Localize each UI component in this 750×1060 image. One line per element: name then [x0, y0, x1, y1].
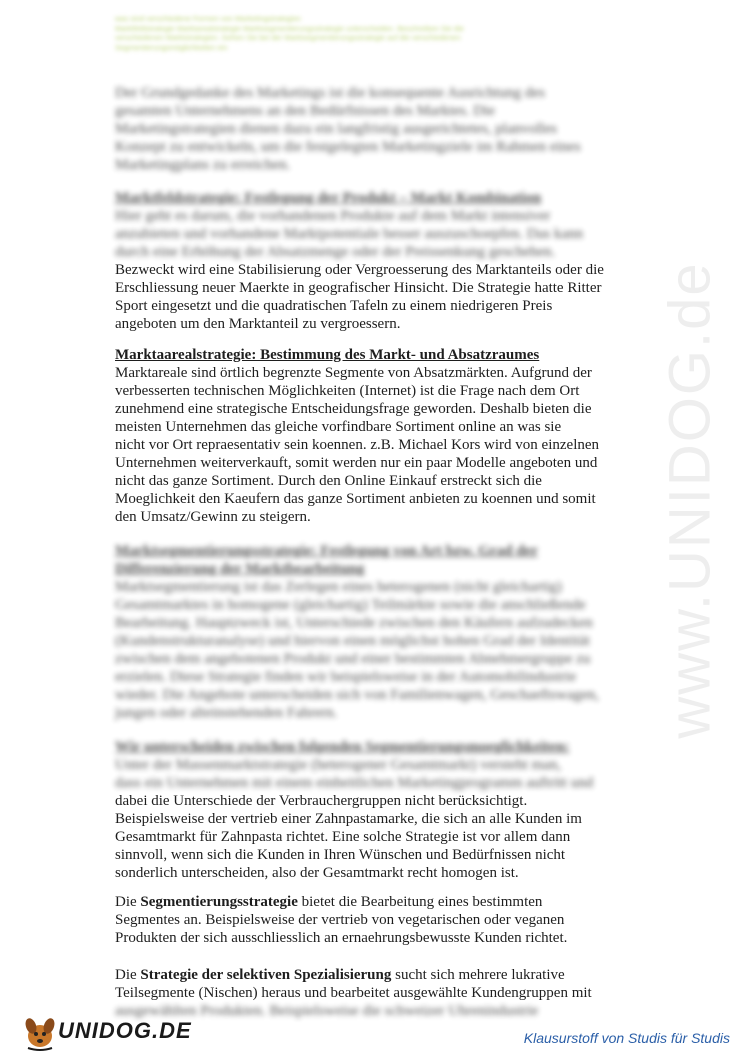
text-line: Marketingstrategien dienen dazu ein langfristig ausgerichtetes, planvolles — [115, 121, 557, 137]
watermark — [640, 250, 740, 750]
dog-icon — [20, 1012, 60, 1052]
bold-term: Segmentierungsstrategie — [140, 894, 298, 910]
logo-text: UNIDOG.DE — [58, 1018, 192, 1043]
text-line: (Kundenstrukturanalyse) und hiervon einen möglichst hohen Grad der Identität — [115, 633, 590, 649]
text-line: wieder. Die Angebote unterscheiden sich von Familienwagen, Geschaeftswagen, — [115, 687, 600, 703]
text-line: Moeglichkeit den Kaeufern das ganze Sortiment anbieten zu koennen und somit — [115, 491, 596, 507]
section-marktfeld — [115, 189, 630, 333]
section-massenmarkt — [115, 738, 630, 882]
section-segmentierungsstrategie — [115, 893, 630, 947]
text-line: Hier geht es darum, die vorhandenen Produkte auf dem Markt intensiver — [115, 208, 551, 224]
text-line: jungen oder alteinstehenden Fahrern. — [115, 705, 338, 721]
section-heading: Marktfeldstrategie: Festlegung der Produkt – Markt Kombination — [115, 190, 542, 206]
text-line: Beispielsweise der vertrieb einer Zahnpastamarke, die sich an alle Kunden im — [115, 811, 582, 827]
note-line: Segmentierungsmöglichkeiten ein — [115, 42, 228, 52]
text-line: durch eine Erhöhung der Absatzmenge oder der Preissenkung geschehen. — [115, 244, 556, 260]
text-line: Gesamtmarktes in homogene (gleichartig) Teilmärkte sowie die anschließende — [115, 597, 586, 613]
section-heading: Differenzierung der Marktbearbeitung — [115, 561, 365, 577]
intro-paragraph — [115, 84, 630, 174]
text-line: Marktareale sind örtlich begrenzte Segmente von Absatzmärkten. Aufgrund der — [115, 365, 592, 381]
text-line: ausgewählten Produkten. Beispielsweise die schweizer Uhrenindustrie — [115, 1003, 539, 1019]
text-line: zunehmend eine strategische Entscheidungsfrage geworden. Deshalb bieten die — [115, 401, 592, 417]
text-line: Segmentes an. Beispielsweise der vertrieb von vegetarischen oder veganen — [115, 912, 565, 928]
section-heading: Marktaarealstrategie: Bestimmung des Markt- und Absatzraumes — [115, 347, 540, 363]
text-span: sucht sich mehrere lukrative — [391, 967, 565, 983]
text-line: dass ein Unternehmen mit einem einheitlichen Marketingprogramm auftritt und — [115, 775, 594, 791]
note-line: verschiedenen Marktstrategien. Gehen Sie bei der Marktsegmentierungsstrategie auf die verschiedenen — [115, 33, 461, 42]
text-line: Sport eingesetzt und die quadratischen Tafeln zu einem niedrigeren Preis — [115, 298, 553, 314]
text-line: erzielen. Diese Strategie finden wir beispielsweise in der Automobilindustrie — [115, 669, 577, 685]
section-segmentierung — [115, 542, 630, 722]
text-line: Teilsegmente (Nischen) heraus und bearbeitet ausgewählte Kundengruppen mit — [115, 985, 592, 1001]
text-line: Bearbeitung. Hauptzweck ist, Unterschiede zwischen den Käufern aufzudecken — [115, 615, 593, 631]
text-line: Marketingplans zu erreichen. — [115, 157, 291, 173]
text-line: Erschliessung neuer Maerkte in geografischer Hinsicht. Die Strategie hatte Ritter — [115, 280, 602, 296]
unidog-logo — [20, 1012, 192, 1052]
text-line: Bezweckt wird eine Stabilisierung oder Vergroesserung des Marktanteils oder die — [115, 262, 604, 278]
text-line: nicht vor Ort repraesentativ sein koennen. z.B. Michael Kors wird von einzelnen — [115, 437, 600, 453]
text-line: sinnvoll, wenn sich die Kunden in Ihren Wünschen und Bedürfnissen nicht — [115, 847, 566, 863]
text-line: gesamten Unternehmens an den Bedürfnissen des Marktes. Die — [115, 103, 495, 119]
footer-tagline: Klausurstoff von Studis für Studis — [523, 1030, 730, 1046]
text-line: Gesamtmarkt für Zahnpasta richtet. Eine solche Strategie ist vor allem dann — [115, 829, 571, 845]
text-line: den Umsatz/Gewinn zu steigern. — [115, 509, 311, 525]
text-line: Produkten der sich ausschliesslich an ernaehrungsbewusste Kunden richtet. — [115, 930, 568, 946]
text-line: meisten Unternehmen das gleiche vorfindbare Sortiment online an was sie — [115, 419, 562, 435]
section-selektive-spezialisierung — [115, 966, 630, 1020]
text-line: anzubieten und vorhandene Marktpotentiale besser auszuschoepfen. Das kann — [115, 226, 584, 242]
text-line: Unter der Massenmarktstrategie (heterogener Gesamtmarkt) versteht man, — [115, 757, 562, 773]
watermark-text: www.UNIDOG.de — [657, 261, 723, 739]
text-line: Der Grundgedanke des Marketings ist die konsequente Ausrichtung des — [115, 85, 545, 101]
text-span: Die — [115, 967, 141, 983]
text-span: Die — [115, 894, 141, 910]
text-line: zwischen dem angebotenen Produkt und einer bestimmten Abnehmergruppe zu — [115, 651, 591, 667]
text-line: sonderlich unterscheiden, also der Gesamtmarkt recht homogen ist. — [115, 865, 519, 881]
bold-term: Strategie der selektiven Spezialisierung — [140, 967, 392, 983]
section-marktareal — [115, 346, 630, 526]
text-line: Unternehmen weiterverkauft, somit werden nur ein paar Modelle angeboten und — [115, 455, 598, 471]
green-note — [115, 14, 635, 52]
text-line: Konzept zu entwickeln, um die festgelegten Marketingziele im Rahmen eines — [115, 139, 581, 155]
section-heading: Wir unterscheiden zwischen folgenden Segmentierungsmoeglichkeiten: — [115, 739, 570, 755]
section-heading: Marktsegmentierungsstrategie: Festlegung von Art bzw. Grad der — [115, 543, 538, 559]
note-line: was sind verschiedene Formen von Marketingstrategien — [115, 14, 301, 23]
text-span: bietet die Bearbeitung eines bestimmten — [297, 894, 543, 910]
text-line: verbesserten technischen Möglichkeiten (Internet) ist die Frage nach dem Ort — [115, 383, 580, 399]
text-line: dabei die Unterschiede der Verbrauchergruppen nicht berücksichtigt. — [115, 793, 528, 809]
note-line: Marktfeldstrategie Marktarealstrategie Marktsegmentierungsstrategie unterscheiden. Beschreiben Sie die — [115, 23, 464, 33]
text-line: nicht das ganze Sortiment. Durch den Online Einkauf erstreckt sich die — [115, 473, 542, 489]
text-line: Marktsegmentierung ist das Zerlegen eines heterogenen (nicht gleichartig) — [115, 579, 562, 595]
text-line: angeboten um den Marktanteil zu vergroessern. — [115, 316, 401, 332]
